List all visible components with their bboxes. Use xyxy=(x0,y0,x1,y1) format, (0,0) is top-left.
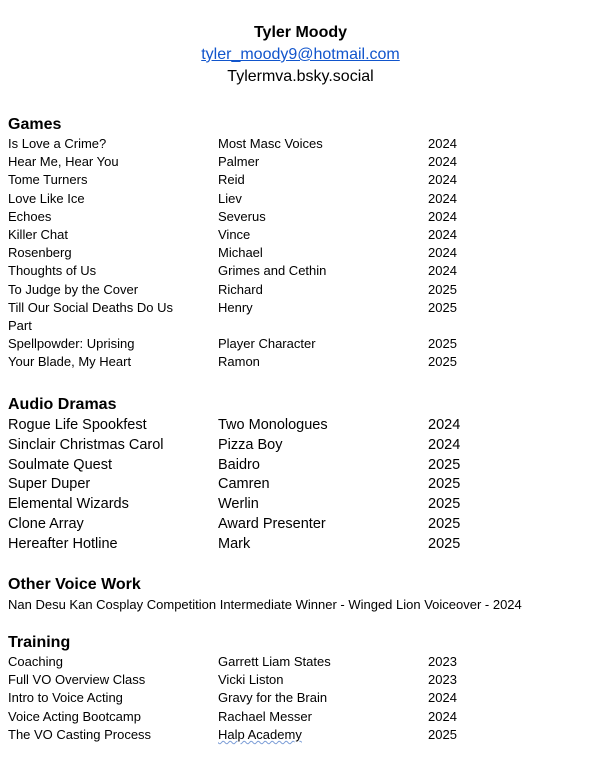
credit-role: Vince xyxy=(218,226,251,242)
credit-year: 2025 xyxy=(428,354,457,370)
credit-role: Richard xyxy=(218,281,263,297)
training-year: 2023 xyxy=(428,672,457,688)
table-row xyxy=(8,514,598,534)
training-heading: Training xyxy=(8,634,71,651)
credit-role: Henry xyxy=(218,299,253,315)
credit-year: 2024 xyxy=(428,208,457,224)
credit-title: Spellpowder: Uprising xyxy=(8,335,135,351)
training-section xyxy=(8,633,598,744)
training-provider: Garrett Liam States xyxy=(218,654,331,669)
training-course: Coaching xyxy=(8,654,63,669)
table-row xyxy=(8,474,598,494)
credit-role: Camren xyxy=(218,476,270,493)
credit-title: Rogue Life Spookfest xyxy=(8,417,147,433)
table-row xyxy=(8,335,598,353)
credit-title: Clone Array xyxy=(8,515,84,532)
games-section xyxy=(8,115,598,371)
credit-role: Award Presenter xyxy=(218,515,326,532)
credit-role: Ramon xyxy=(218,354,260,370)
credit-year: 2025 xyxy=(428,281,457,297)
table-row xyxy=(8,415,598,435)
table-row xyxy=(8,671,598,689)
credit-year: 2024 xyxy=(428,417,461,433)
training-course: Full VO Overview Class xyxy=(8,672,146,688)
credit-title: Soulmate Quest xyxy=(8,456,112,473)
credit-year: 2024 xyxy=(428,436,461,453)
training-provider: Vicki Liston xyxy=(218,672,284,688)
training-provider: Rachael Messer xyxy=(218,708,312,724)
table-row xyxy=(8,244,598,262)
table-row xyxy=(8,455,598,475)
credit-title: Hereafter Hotline xyxy=(8,535,118,552)
table-row xyxy=(8,226,598,244)
credit-role: Player Character xyxy=(218,335,316,351)
table-row xyxy=(8,135,598,153)
credit-title: To Judge by the Cover xyxy=(8,281,139,297)
training-course: Intro to Voice Acting xyxy=(8,690,123,706)
credit-role: Palmer xyxy=(218,154,260,170)
credit-year: 2025 xyxy=(428,335,457,351)
training-provider: Halp Academy xyxy=(218,726,302,742)
other-voice-work-section xyxy=(8,575,598,615)
table-row xyxy=(8,299,598,335)
table-row xyxy=(8,653,598,671)
credit-year: 2024 xyxy=(428,154,457,170)
training-year: 2024 xyxy=(428,708,457,724)
other-voice-work-text: Nan Desu Kan Cosplay Competition Intermediate Winner - Winged Lion Voiceover - 2024 xyxy=(8,597,522,612)
other-voice-work-heading: Other Voice Work xyxy=(8,576,141,593)
credit-year: 2025 xyxy=(428,496,461,513)
training-course: Voice Acting Bootcamp xyxy=(8,708,141,724)
credit-year: 2025 xyxy=(428,299,457,315)
credit-title: Killer Chat xyxy=(8,226,68,242)
credit-role: Baidro xyxy=(218,456,260,473)
table-row xyxy=(8,534,598,554)
credit-title: Echoes xyxy=(8,208,52,224)
credit-year: 2024 xyxy=(428,226,457,242)
credit-title: Thoughts of Us xyxy=(8,263,97,279)
games-heading: Games xyxy=(8,116,62,133)
credit-year: 2025 xyxy=(428,515,461,532)
table-row xyxy=(8,153,598,171)
social-handle: Tylermva.bsky.social xyxy=(227,68,374,85)
credit-year: 2025 xyxy=(428,476,461,493)
table-row xyxy=(8,708,598,726)
credit-title: Rosenberg xyxy=(8,245,72,261)
credit-role: Grimes and Cethin xyxy=(218,263,327,279)
credit-role: Severus xyxy=(218,208,266,224)
credit-title: Super Duper xyxy=(8,476,91,493)
credit-title: Hear Me, Hear You xyxy=(8,154,119,170)
audio-dramas-heading: Audio Dramas xyxy=(8,396,117,413)
credit-year: 2024 xyxy=(428,245,457,261)
credit-year: 2024 xyxy=(428,172,457,188)
training-provider: Gravy for the Brain xyxy=(218,690,328,706)
table-row xyxy=(8,262,598,280)
credit-title: Love Like Ice xyxy=(8,190,85,206)
credit-title: Is Love a Crime? xyxy=(8,136,107,151)
credit-year: 2025 xyxy=(428,535,461,552)
table-row xyxy=(8,353,598,371)
training-year: 2025 xyxy=(428,726,457,742)
credit-title: Your Blade, My Heart xyxy=(8,354,132,370)
credit-title: Elemental Wizards xyxy=(8,496,129,513)
credit-role: Most Masc Voices xyxy=(218,136,323,151)
table-row xyxy=(8,190,598,208)
email-link[interactable]: tyler_moody9@hotmail.com xyxy=(201,46,400,63)
credit-year: 2025 xyxy=(428,456,461,473)
credit-role: Mark xyxy=(218,535,251,552)
table-row xyxy=(8,208,598,226)
table-row xyxy=(8,171,598,189)
credit-role: Werlin xyxy=(218,496,259,513)
credit-role: Pizza Boy xyxy=(218,436,283,453)
table-row xyxy=(8,689,598,707)
training-year: 2023 xyxy=(428,654,457,669)
credit-role: Reid xyxy=(218,172,245,188)
credit-year: 2024 xyxy=(428,136,457,151)
training-course: The VO Casting Process xyxy=(8,726,152,742)
table-row xyxy=(8,494,598,514)
credit-role: Two Monologues xyxy=(218,417,328,433)
table-row xyxy=(8,281,598,299)
table-row xyxy=(8,726,598,744)
credit-year: 2024 xyxy=(428,263,457,279)
credit-role: Liev xyxy=(218,190,242,206)
resume-name: Tyler Moody xyxy=(253,24,348,41)
credit-title: Tome Turners xyxy=(8,172,88,188)
resume-header xyxy=(0,22,601,88)
credit-title: Till Our Social Deaths Do Us Part xyxy=(8,299,173,333)
credit-role: Michael xyxy=(218,245,263,261)
audio-dramas-section xyxy=(8,395,598,554)
training-year: 2024 xyxy=(428,690,457,706)
credit-title: Sinclair Christmas Carol xyxy=(8,436,164,453)
credit-year: 2024 xyxy=(428,190,457,206)
table-row xyxy=(8,435,598,455)
